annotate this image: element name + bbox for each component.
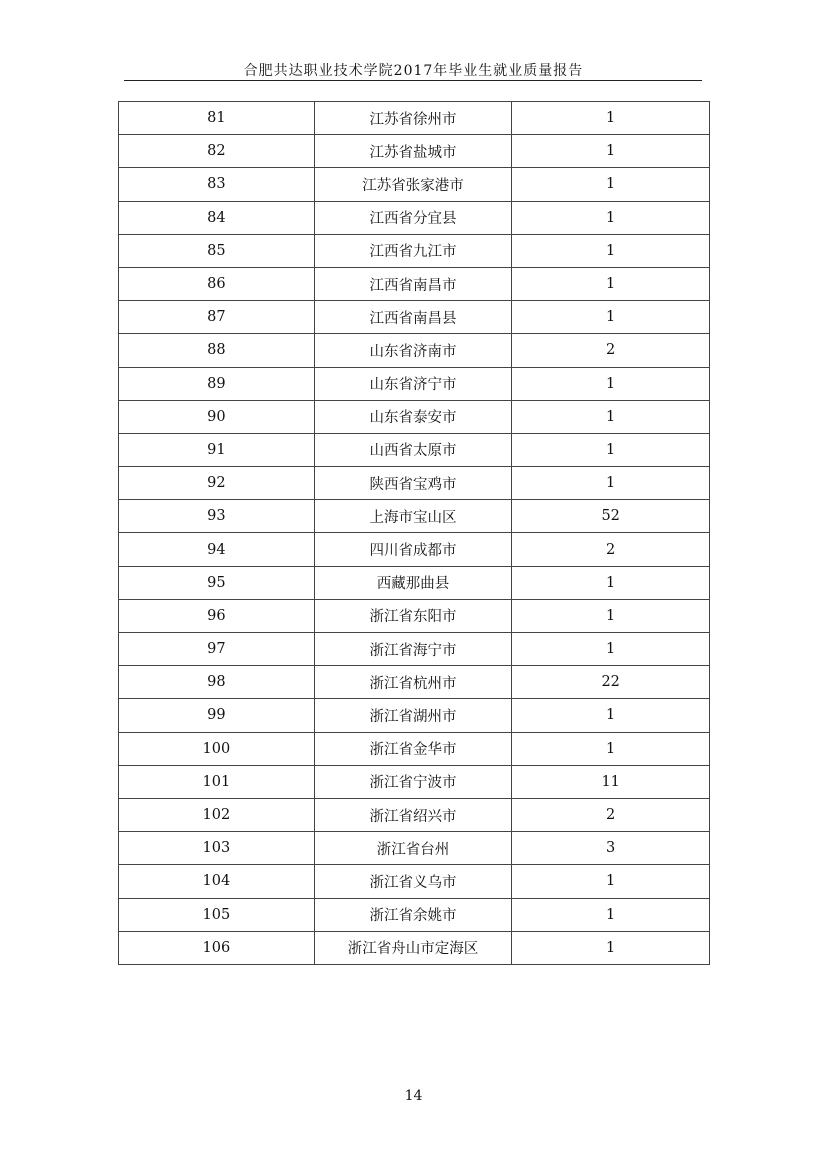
count-cell: 11 [512,765,710,798]
location-cell: 浙江省湖州市 [314,699,512,732]
count-cell: 52 [512,500,710,533]
row-index-cell: 93 [119,500,315,533]
table-row [119,400,710,433]
count-cell: 1 [512,102,710,135]
table-row [119,732,710,765]
location-cell: 山东省济宁市 [314,367,512,400]
location-cell: 浙江省台州 [314,832,512,865]
row-index-cell: 98 [119,666,315,699]
row-index-cell: 97 [119,633,315,666]
count-cell: 1 [512,633,710,666]
location-cell: 江西省南昌县 [314,301,512,334]
table-row [119,334,710,367]
count-cell: 1 [512,168,710,201]
location-cell: 江苏省盐城市 [314,135,512,168]
count-cell: 1 [512,566,710,599]
table-row [119,301,710,334]
page-header: 合肥共达职业技术学院2017年毕业生就业质量报告 [243,63,584,79]
header-divider [124,80,702,81]
location-cell: 江西省九江市 [314,234,512,267]
count-cell: 1 [512,201,710,234]
count-cell: 2 [512,334,710,367]
location-cell: 西藏那曲县 [314,566,512,599]
location-cell: 浙江省东阳市 [314,599,512,632]
row-index-cell: 88 [119,334,315,367]
table-row [119,633,710,666]
row-index-cell: 84 [119,201,315,234]
count-cell: 1 [512,234,710,267]
table-row [119,500,710,533]
count-cell: 1 [512,898,710,931]
table-row [119,898,710,931]
row-index-cell: 89 [119,367,315,400]
location-cell: 浙江省舟山市定海区 [314,931,512,964]
row-index-cell: 92 [119,467,315,500]
table-row [119,599,710,632]
row-index-cell: 99 [119,699,315,732]
row-index-cell: 91 [119,433,315,466]
page-number: 14 [404,1088,423,1104]
location-cell: 浙江省杭州市 [314,666,512,699]
table-row [119,699,710,732]
table-row [119,367,710,400]
count-cell: 1 [512,400,710,433]
row-index-cell: 81 [119,102,315,135]
table-body [119,102,710,965]
row-index-cell: 106 [119,931,315,964]
location-cell: 浙江省余姚市 [314,898,512,931]
count-cell: 1 [512,267,710,300]
location-cell: 陕西省宝鸡市 [314,467,512,500]
count-cell: 3 [512,832,710,865]
count-cell: 1 [512,732,710,765]
table-row [119,765,710,798]
row-index-cell: 100 [119,732,315,765]
row-index-cell: 85 [119,234,315,267]
table-row [119,135,710,168]
count-cell: 1 [512,433,710,466]
count-cell: 1 [512,301,710,334]
row-index-cell: 101 [119,765,315,798]
location-cell: 江苏省徐州市 [314,102,512,135]
row-index-cell: 95 [119,566,315,599]
location-cell: 浙江省海宁市 [314,633,512,666]
row-index-cell: 82 [119,135,315,168]
location-cell: 山西省太原市 [314,433,512,466]
table-row [119,433,710,466]
count-cell: 1 [512,699,710,732]
table-row [119,201,710,234]
row-index-cell: 94 [119,533,315,566]
count-cell: 1 [512,467,710,500]
count-cell: 1 [512,135,710,168]
location-cell: 浙江省义乌市 [314,865,512,898]
table-row [119,234,710,267]
row-index-cell: 96 [119,599,315,632]
table-row [119,102,710,135]
table-row [119,467,710,500]
count-cell: 1 [512,599,710,632]
table-row [119,168,710,201]
table-row [119,865,710,898]
count-cell: 1 [512,931,710,964]
row-index-cell: 102 [119,798,315,831]
row-index-cell: 90 [119,400,315,433]
location-cell: 浙江省绍兴市 [314,798,512,831]
table-row [119,832,710,865]
table-row [119,566,710,599]
table-row [119,533,710,566]
row-index-cell: 87 [119,301,315,334]
table-row [119,931,710,964]
location-cell: 江西省南昌市 [314,267,512,300]
location-cell: 浙江省金华市 [314,732,512,765]
count-cell: 22 [512,666,710,699]
table-row [119,666,710,699]
count-cell: 1 [512,367,710,400]
location-cell: 浙江省宁波市 [314,765,512,798]
table-row [119,267,710,300]
row-index-cell: 103 [119,832,315,865]
location-cell: 四川省成都市 [314,533,512,566]
row-index-cell: 86 [119,267,315,300]
location-cell: 江西省分宜县 [314,201,512,234]
location-cell: 上海市宝山区 [314,500,512,533]
count-cell: 1 [512,865,710,898]
location-cell: 山东省济南市 [314,334,512,367]
count-cell: 2 [512,798,710,831]
count-cell: 2 [512,533,710,566]
location-cell: 山东省泰安市 [314,400,512,433]
table-row [119,798,710,831]
employment-location-table [118,101,710,965]
row-index-cell: 105 [119,898,315,931]
row-index-cell: 83 [119,168,315,201]
location-cell: 江苏省张家港市 [314,168,512,201]
row-index-cell: 104 [119,865,315,898]
